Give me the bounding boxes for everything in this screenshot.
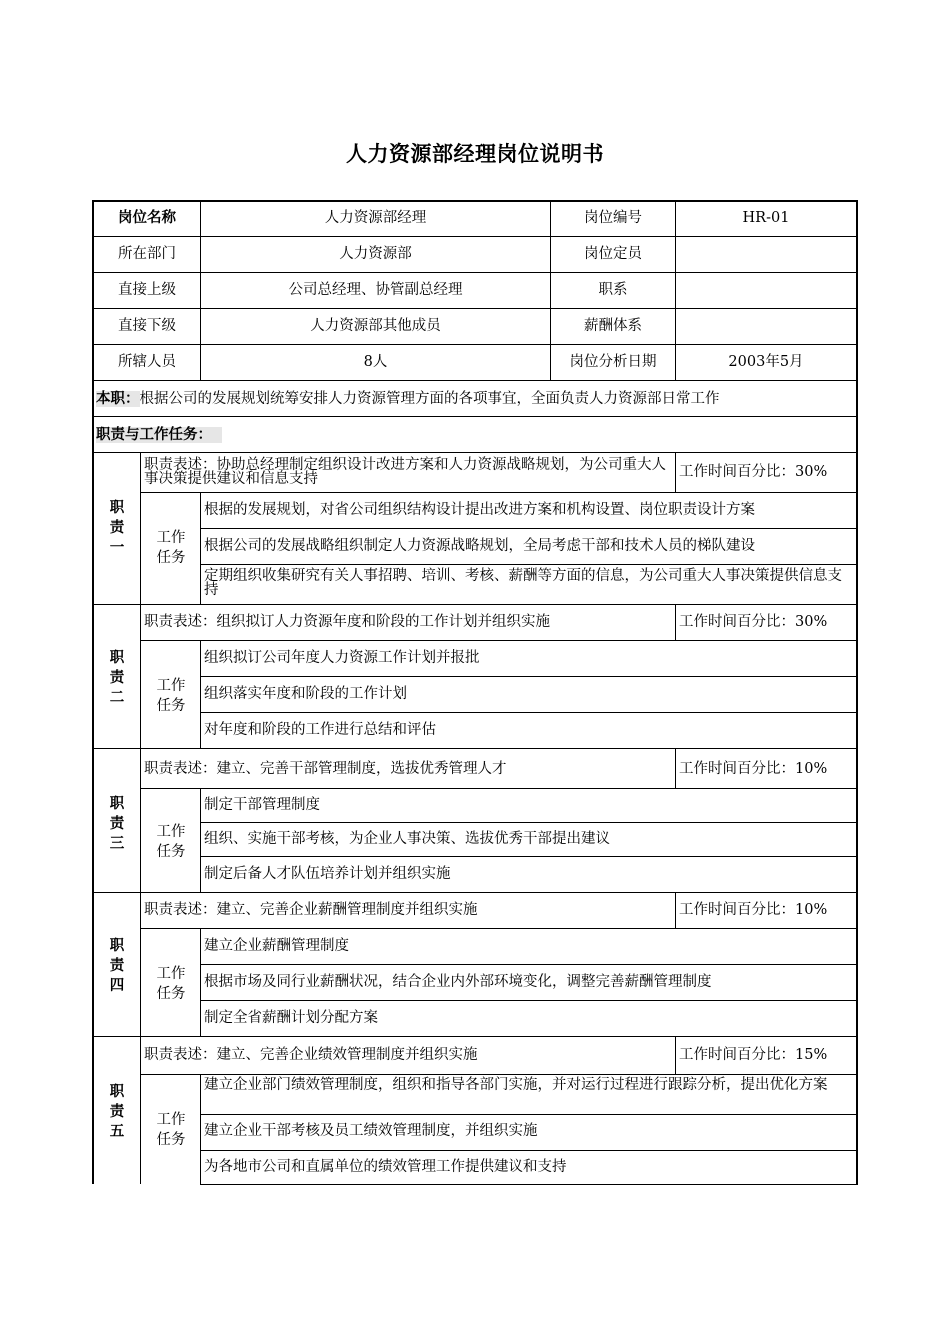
value-job-code: HR-01	[742, 210, 790, 226]
duty-4-task-label: 工作 任务	[156, 966, 186, 1002]
duty-4-task-2: 根据市场及同行业薪酬状况，结合企业内外部环境变化，调整完善薪酬管理制度	[204, 974, 712, 990]
duty-5-task-2: 建立企业干部考核及员工绩效管理制度，并组织实施	[204, 1123, 538, 1139]
label-job-name: 岗位名称	[118, 210, 176, 226]
core-duty-label: 本职：	[96, 391, 140, 407]
duty-2-task-2: 组织落实年度和阶段的工作计划	[204, 686, 407, 702]
duty-1-task-label: 工作 任务	[156, 530, 186, 566]
core-duty-row	[96, 390, 720, 408]
duty-1-percent: 工作时间百分比：30%	[679, 464, 828, 480]
duty-4-statement: 职责表述：建立、完善企业薪酬管理制度并组织实施	[144, 902, 478, 918]
duty-5-percent: 工作时间百分比：15%	[679, 1047, 828, 1063]
duty-1-task-2: 根据公司的发展战略组织制定人力资源战略规划，全局考虑干部和技术人员的梯队建设	[204, 538, 755, 554]
core-duty-text: 根据公司的发展规划统筹安排人力资源管理方面的各项事宜，全面负责人力资源部日常工作	[139, 391, 720, 407]
duty-1-task-1: 根据的发展规划，对省公司组织结构设计提出改进方案和机构设置、岗位职责设计方案	[204, 502, 755, 518]
label-superior: 直接上级	[118, 282, 176, 298]
duty-5-task-label: 工作 任务	[156, 1112, 186, 1148]
duty-4-task-3: 制定全省薪酬计划分配方案	[204, 1010, 378, 1026]
value-analysis-date: 2003年5月	[728, 354, 804, 370]
value-department: 人力资源部	[339, 246, 412, 262]
duty-3-task-1: 制定干部管理制度	[204, 797, 320, 813]
duty-5-task-3: 为各地市公司和直属单位的绩效管理工作提供建议和支持	[204, 1159, 567, 1175]
label-pay-system: 薪酬体系	[584, 318, 642, 334]
value-staff-count: 8人	[363, 354, 388, 370]
label-department: 所在部门	[118, 246, 176, 262]
duty-3-percent: 工作时间百分比：10%	[679, 761, 828, 777]
duty-2-task-label: 工作 任务	[156, 678, 186, 714]
value-subordinate: 人力资源部其他成员	[310, 318, 441, 334]
duty-3-task-2: 组织、实施干部考核，为企业人事决策、选拔优秀干部提出建议	[204, 831, 610, 847]
label-staff-count: 所辖人员	[118, 354, 176, 370]
label-job-series: 职系	[598, 282, 628, 298]
label-analysis-date: 岗位分析日期	[569, 354, 657, 370]
label-headcount: 岗位定员	[584, 246, 642, 262]
duty-5-label: 职 责 五	[109, 1084, 125, 1140]
duty-3-task-3: 制定后备人才队伍培养计划并组织实施	[204, 866, 451, 882]
duty-2-task-1: 组织拟订公司年度人力资源工作计划并报批	[204, 650, 480, 666]
duty-5-statement: 职责表述：建立、完善企业绩效管理制度并组织实施	[144, 1047, 478, 1063]
duty-3-task-label: 工作 任务	[156, 824, 186, 860]
value-superior: 公司总经理、协管副总经理	[288, 282, 463, 298]
label-subordinate: 直接下级	[118, 318, 176, 334]
duty-2-percent: 工作时间百分比：30%	[679, 614, 828, 630]
duty-4-percent: 工作时间百分比：10%	[679, 902, 828, 918]
duty-1-statement: 职责表述：协助总经理制定组织设计改进方案和人力资源战略规划，为公司重大人事决策提供建议和信息支持	[144, 457, 666, 487]
duties-header: 职责与工作任务：	[96, 426, 226, 444]
duty-2-task-3: 对年度和阶段的工作进行总结和评估	[204, 722, 436, 738]
duty-4-task-1: 建立企业薪酬管理制度	[204, 938, 349, 954]
duty-1-label: 职 责 一	[109, 500, 125, 556]
duty-2-statement: 职责表述：组织拟订人力资源年度和阶段的工作计划并组织实施	[144, 614, 550, 630]
page-title: 人力资源部经理岗位说明书	[346, 142, 604, 166]
duty-1-task-3: 定期组织收集研究有关人事招聘、培训、考核、薪酬等方面的信息，为公司重大人事决策提供信息支持	[204, 568, 842, 598]
duty-5-task-1: 建立企业部门绩效管理制度，组织和指导各部门实施，并对运行过程进行跟踪分析，提出优化方案	[204, 1077, 828, 1093]
duty-3-statement: 职责表述：建立、完善干部管理制度，选拔优秀管理人才	[144, 761, 507, 777]
duty-2-label: 职 责 二	[109, 650, 125, 706]
duty-3-label: 职 责 三	[109, 796, 125, 852]
label-job-code: 岗位编号	[584, 210, 642, 226]
value-job-name: 人力资源部经理	[324, 210, 427, 226]
duty-4-label: 职 责 四	[109, 938, 125, 994]
